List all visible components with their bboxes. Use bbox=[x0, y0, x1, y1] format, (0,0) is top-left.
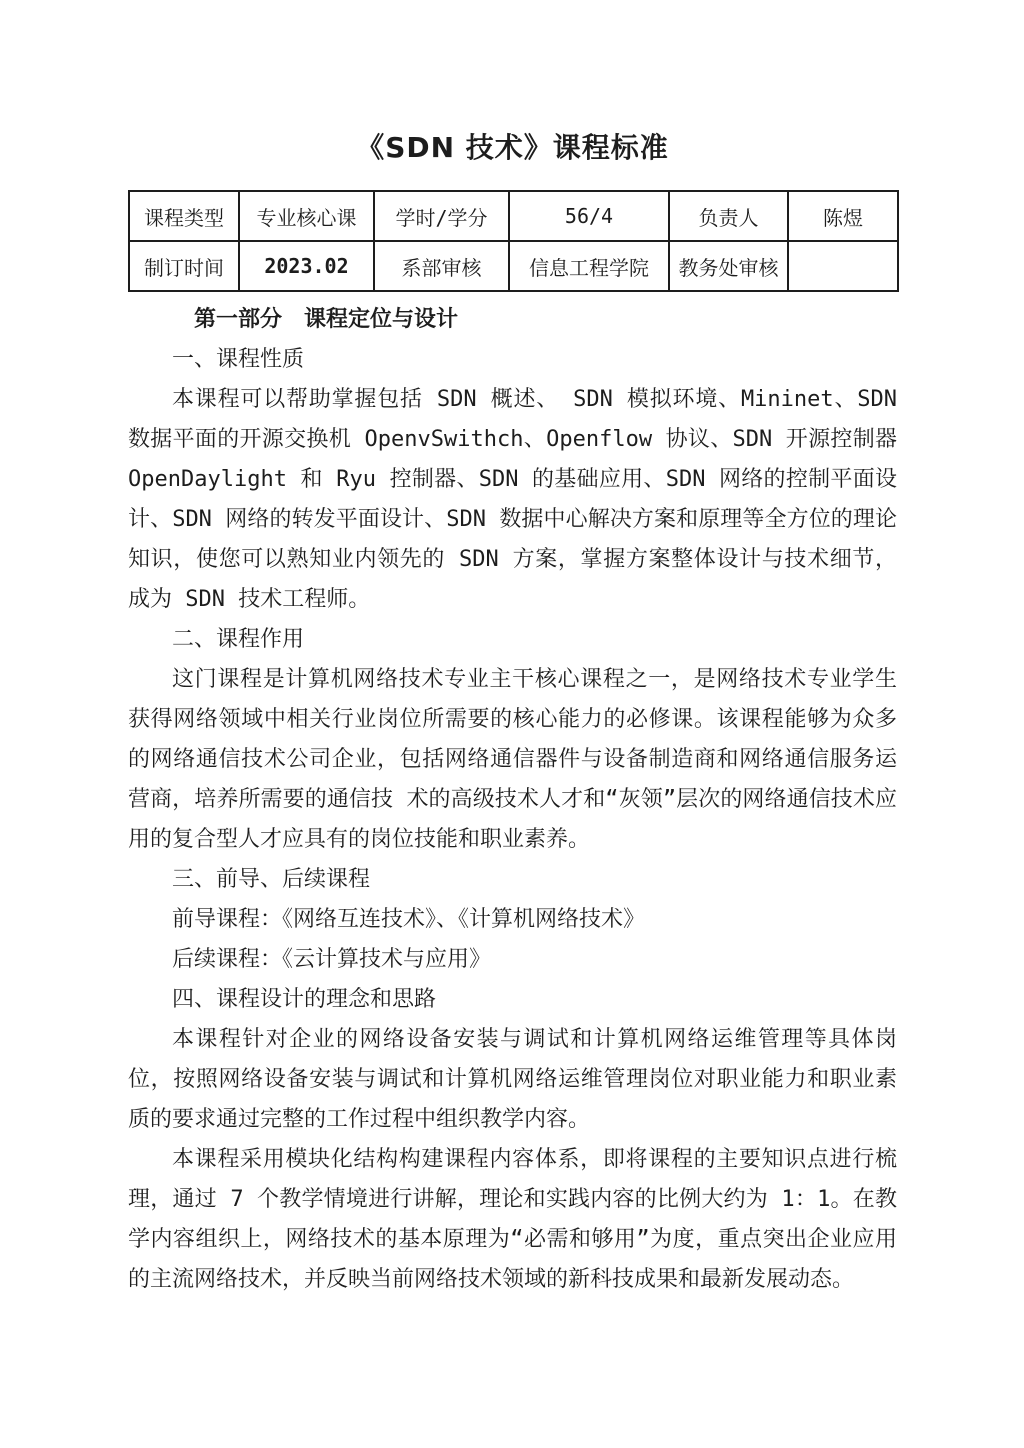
hours-credits-value: 56/4 bbox=[509, 191, 669, 241]
formulation-date-value: 2023.02 bbox=[239, 241, 374, 291]
section-heading-course-role: 二、课程作用 bbox=[172, 627, 305, 652]
line-prerequisite-courses: 前导课程：《网络互连技术》、《计算机网络技术》 bbox=[172, 907, 646, 932]
paragraph-modular-structure: 本课程采用模块化结构构建课程内容体系，即将课程的主要知识点进行梳理，通过 7 个教学情境进行讲解，理论和实践内容的比例大约为 1：1。在教学内容组织上，网络技术的基本原理为“必需和够用”为度，重点突出企业应用的主流网络技术，并反映当前网络技术领域的新科技成果和最新发展动态。 bbox=[128, 1147, 897, 1292]
department-review-value: 信息工程学院 bbox=[509, 241, 669, 291]
hours-credits-label: 学时/学分 bbox=[374, 191, 509, 241]
person-in-charge-value: 陈煜 bbox=[788, 191, 898, 241]
course-type-value: 专业核心课 bbox=[239, 191, 374, 241]
formulation-date-label: 制订时间 bbox=[129, 241, 239, 291]
course-type-label: 课程类型 bbox=[129, 191, 239, 241]
document-body bbox=[128, 300, 897, 1300]
person-in-charge-label: 负责人 bbox=[669, 191, 788, 241]
academic-office-review-value bbox=[788, 241, 898, 291]
section-heading-related-courses: 三、前导、后续课程 bbox=[172, 867, 371, 892]
academic-office-review-label: 教务处审核 bbox=[669, 241, 788, 291]
department-review-label: 系部审核 bbox=[374, 241, 509, 291]
info-table-row-2 bbox=[129, 241, 898, 291]
paragraph-design-positions: 本课程针对企业的网络设备安装与调试和计算机网络运维管理等具体岗位，按照网络设备安装与调试和计算机网络运维管理岗位对职业能力和职业素质的要求通过完整的工作过程中组织教学内容。 bbox=[128, 1027, 897, 1132]
line-followup-courses: 后续课程：《云计算技术与应用》 bbox=[172, 947, 492, 972]
section-heading-design-philosophy: 四、课程设计的理念和思路 bbox=[172, 987, 437, 1012]
part1-heading: 第一部分 课程定位与设计 bbox=[194, 307, 459, 332]
section-heading-course-nature: 一、课程性质 bbox=[172, 347, 305, 372]
info-table-row-1 bbox=[129, 191, 898, 241]
paragraph-course-role: 这门课程是计算机网络技术专业主干核心课程之一，是网络技术专业学生获得网络领域中相关行业岗位所需要的核心能力的必修课。该课程能够为众多的网络通信技术公司企业，包括网络通信器件与设备制造商和网络通信服务运营商，培养所需要的通信技 术的高级技术人才和“灰领”层次的网络通信技术应用的复合型人才应具有的岗位技能和职业素养。 bbox=[128, 667, 897, 852]
document-title: 《SDN 技术》课程标准 bbox=[356, 131, 669, 164]
course-info-table bbox=[128, 190, 899, 292]
paragraph-course-nature: 本课程可以帮助掌握包括 SDN 概述、 SDN 模拟环境、Mininet、SDN 数据平面的开源交换机 OpenvSwithch、Openflow 协议、SDN 开源控制器 OpenDaylight 和 Ryu 控制器、SDN 的基础应用、SDN 网络的控制平面设计、SDN 网络的转发平面设计、SDN 数据中心解决方案和原理等全方位的理论知识，使您可以熟知业内领先的 SDN 方案，掌握方案整体设计与技术细节，成为 SDN 技术工程师。 bbox=[128, 387, 897, 612]
